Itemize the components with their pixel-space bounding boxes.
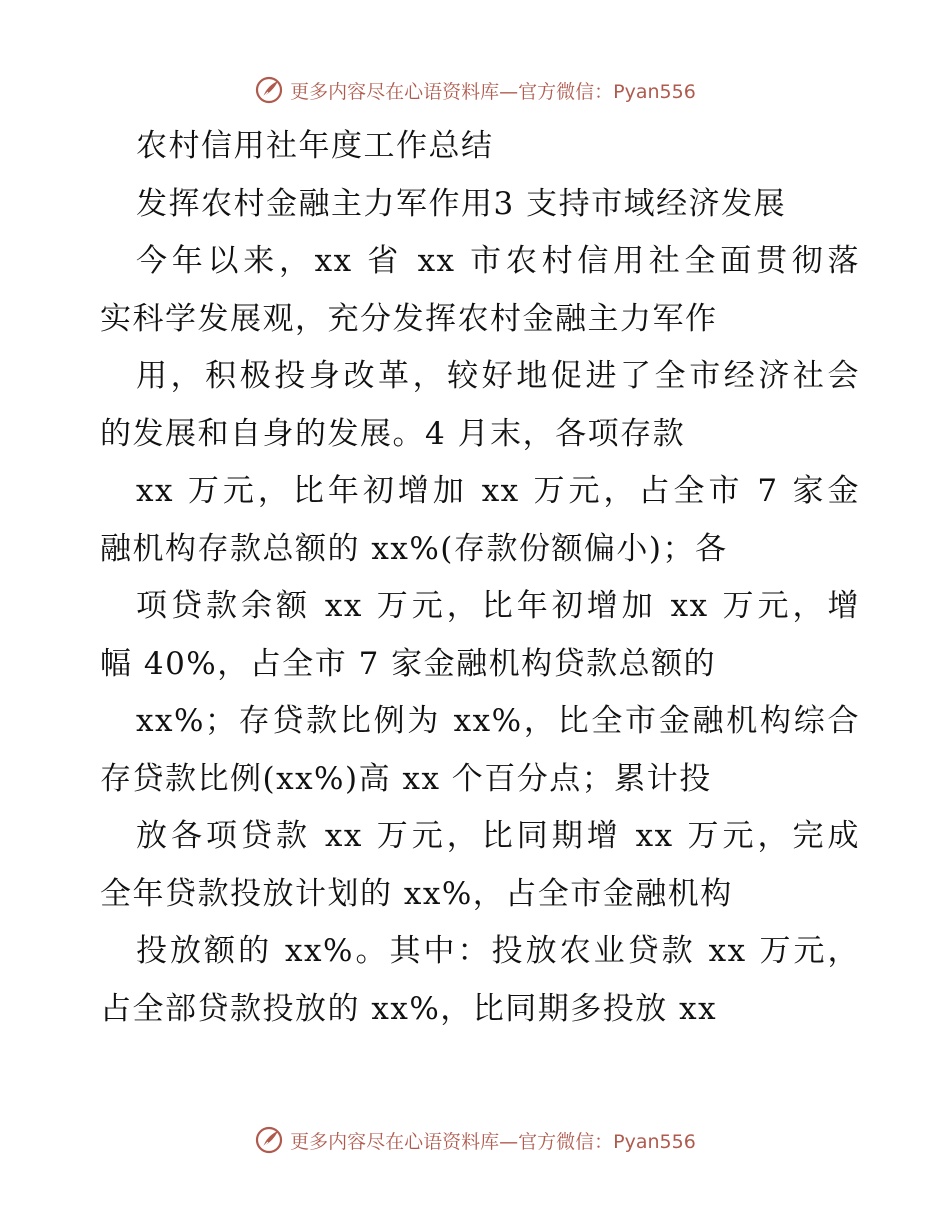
banner-wechat: —官方微信：Pyan556 bbox=[499, 1130, 696, 1153]
document-body bbox=[100, 118, 860, 1038]
paragraph-line: 用，积极投身改革，较好地促进了全市经济社会 bbox=[136, 358, 860, 394]
banner-text: 更多内容尽在心语资料库 bbox=[290, 80, 500, 103]
document-subtitle: 发挥农村金融主力军作用3 支持市域经济发展 bbox=[136, 185, 787, 222]
paragraph-line: 全年贷款投放计划的 xx%，占全市金融机构 bbox=[100, 875, 733, 912]
paragraph-line: 今年以来，xx 省 xx 市农村信用社全面贯彻落 bbox=[136, 243, 860, 279]
header-banner bbox=[0, 70, 950, 110]
paragraph-line: xx%；存贷款比例为 xx%，比全市金融机构综合 bbox=[136, 703, 860, 739]
paragraph-line: 项贷款余额 xx 万元，比年初增加 xx 万元，增 bbox=[136, 588, 860, 624]
footer-banner bbox=[0, 1120, 950, 1160]
feather-logo-icon bbox=[254, 75, 284, 105]
paragraph-line: 占全部贷款投放的 xx%，比同期多投放 xx bbox=[100, 990, 718, 1027]
paragraph-line: 融机构存款总额的 xx%(存款份额偏小)；各 bbox=[100, 530, 728, 567]
paragraph-line: 放各项贷款 xx 万元，比同期增 xx 万元，完成 bbox=[136, 818, 860, 854]
paragraph-line: 的发展和自身的发展。4 月末，各项存款 bbox=[100, 415, 686, 452]
banner-wechat: —官方微信：Pyan556 bbox=[499, 80, 696, 103]
paragraph-line: 实科学发展观，充分发挥农村金融主力军作 bbox=[100, 300, 718, 337]
paragraph-line: xx 万元，比年初增加 xx 万元，占全市 7 家金 bbox=[136, 473, 860, 509]
banner-text: 更多内容尽在心语资料库 bbox=[290, 1130, 500, 1153]
feather-logo-icon bbox=[254, 1125, 284, 1155]
paragraph-line: 投放额的 xx%。其中：投放农业贷款 xx 万元， bbox=[136, 933, 860, 969]
paragraph-line: 幅 40%，占全市 7 家金融机构贷款总额的 bbox=[100, 645, 717, 682]
paragraph-line: 存贷款比例(xx%)高 xx 个百分点；累计投 bbox=[100, 760, 712, 797]
document-title: 农村信用社年度工作总结 bbox=[136, 128, 494, 164]
